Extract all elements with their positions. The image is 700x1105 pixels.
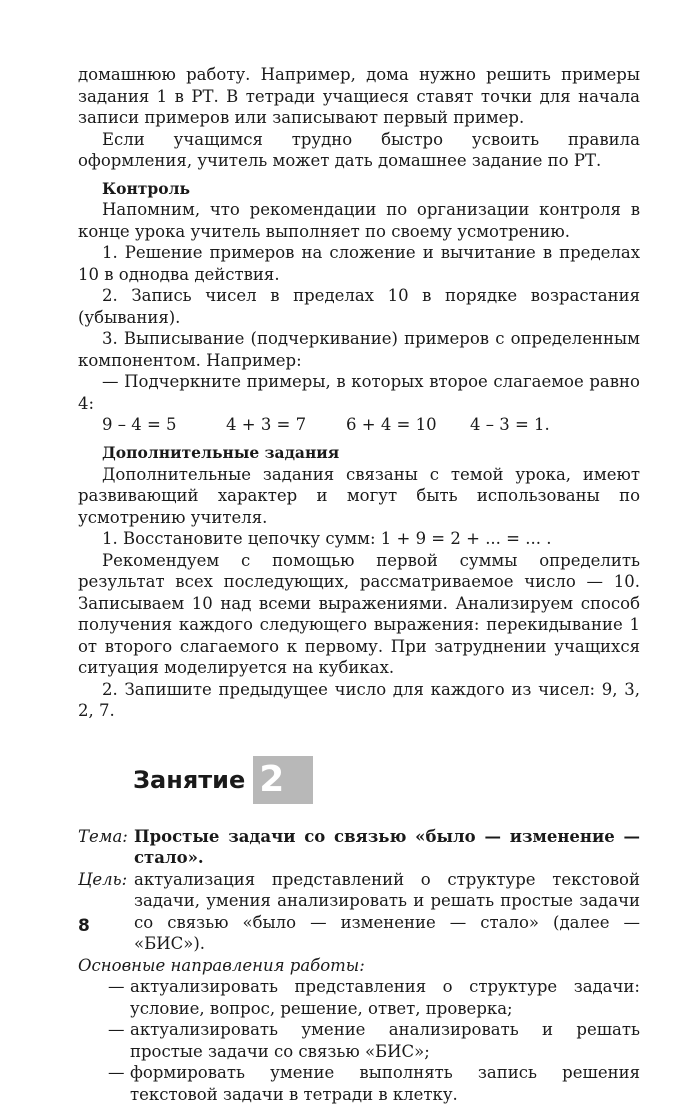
direction-text: формировать умение выполнять запись решения текстовой задачи в тетради в клетку. bbox=[130, 1063, 640, 1104]
dash-mark: — bbox=[108, 1020, 125, 1039]
direction-item bbox=[78, 976, 640, 1019]
lesson-header bbox=[133, 756, 640, 804]
paragraph: 2. Запишите предыдущее число для каждого из чисел: 9, 3, 2, 7. bbox=[78, 679, 640, 720]
paragraph: Если учащимся трудно быстро усвоить правила оформления, учитель может дать домашнее задание по РТ. bbox=[78, 129, 640, 170]
goal-row bbox=[78, 869, 640, 955]
direction-text: актуализировать представления о структуре задачи: условие, вопрос, решение, ответ, проверка; bbox=[130, 977, 640, 1018]
paragraph: домашнюю работу. Например, дома нужно решить примеры задания 1 в РТ. В тетради учащиеся ставят точки для начала записи примеров или записывают первый пример. bbox=[78, 65, 640, 127]
example: 4 + 3 = 7 bbox=[226, 415, 307, 434]
example: 9 – 4 = 5 bbox=[102, 415, 177, 434]
paragraph: Рекомендуем с помощью первой суммы определить результат всех последующих, рассматриваемое число — 10. Записываем 10 над всеми выражениями. Анализируем способ получения каждого следующего выражения: перекидывание 1 от второго слагаемого к первому. При затруднении учащихся ситуация моделируется на кубиках. bbox=[78, 550, 640, 677]
goal-text: актуализация представлений о структуре текстовой задачи, умения анализировать и решать простые задачи со связью «было — изменение — стало» (далее — «БИС»). bbox=[134, 869, 640, 953]
topic-label: Тема: bbox=[78, 826, 128, 846]
paragraph: Напомним, что рекомендации по организации контроля в конце урока учитель выполняет по своему усмотрению. bbox=[78, 200, 640, 241]
page-content bbox=[78, 64, 640, 1105]
control-item: 2. Запись чисел в пределах 10 в порядке возрастания (убывания). bbox=[78, 286, 640, 327]
topic-text: Простые задачи со связью «было — изменение — стало». bbox=[134, 826, 640, 867]
lesson-title: Занятие bbox=[133, 765, 246, 794]
lesson-number: 2 bbox=[253, 756, 313, 804]
paragraph: Дополнительные задания связаны с темой урока, имеют развивающий характер и могут быть использованы по усмотрению учителя. bbox=[78, 464, 640, 527]
control-item: 3. Выписывание (подчеркивание) примеров с определенным компонентом. Например: bbox=[78, 329, 640, 370]
section-heading-extra: Дополнительные задания bbox=[102, 443, 340, 462]
direction-item bbox=[78, 1062, 640, 1105]
example: 6 + 4 = 10 bbox=[346, 415, 437, 434]
examples-row bbox=[78, 414, 640, 436]
dash-mark: — bbox=[108, 1063, 125, 1082]
paragraph: 1. Восстановите цепочку сумм: 1 + 9 = 2 + ... = ... . bbox=[102, 529, 552, 548]
example: 4 – 3 = 1. bbox=[470, 415, 550, 434]
directions-label: Основные направления работы: bbox=[78, 955, 365, 975]
dash-mark: — bbox=[108, 977, 125, 996]
section-heading-control: Контроль bbox=[102, 178, 191, 198]
control-item: 1. Решение примеров на сложение и вычитание в пределах 10 в однодва действия. bbox=[78, 243, 640, 284]
control-item: — Подчеркните примеры, в которых второе слагаемое равно 4: bbox=[78, 372, 640, 413]
direction-text: актуализировать умение анализировать и решать простые задачи со связью «БИС»; bbox=[130, 1020, 640, 1061]
direction-item bbox=[78, 1019, 640, 1062]
goal-label: Цель: bbox=[78, 869, 128, 889]
page-number: 8 bbox=[78, 916, 90, 936]
topic-row bbox=[78, 826, 640, 869]
